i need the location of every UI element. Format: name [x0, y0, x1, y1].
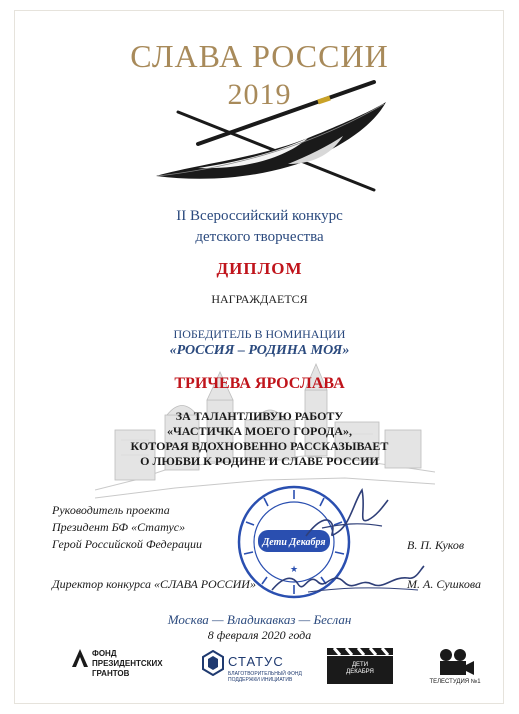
contest-title-line2: детского творчества	[195, 229, 324, 245]
deti-logo-text: ДЕТИ ДЕКАБРЯ	[346, 662, 374, 675]
stamp-center-text: Дети Декабря	[262, 537, 326, 548]
description-line2: «ЧАСТИЧКА МОЕГО ГОРОДА»,	[167, 424, 352, 438]
svg-text:★: ★	[289, 564, 299, 574]
status-logo-text: СТАТУС	[228, 654, 284, 669]
leader-name: В. П. Куков	[407, 538, 465, 552]
place-line: Москва — Владикавказ — Беслан	[167, 612, 352, 627]
description-line3: КОТОРАЯ ВДОХНОВЕННО РАССКАЗЫВАЕТ	[130, 439, 389, 453]
contest-title-line1: II Всероссийский конкурс	[176, 208, 343, 224]
date-line: 8 февраля 2020 года	[207, 628, 312, 642]
nomination-name: «РОССИЯ – РОДИНА МОЯ»	[169, 343, 350, 358]
deti-dekabrya-logo	[326, 646, 394, 686]
signature-2	[268, 560, 428, 600]
signature-1	[302, 480, 392, 550]
status-logo-subtext: БЛАГОТВОРИТЕЛЬНЫЙ ФОНД ПОДДЕРЖКИ ИНИЦИАТИВ	[228, 671, 302, 683]
awarded-label: НАГРАЖДАЕТСЯ	[211, 292, 308, 306]
leader-line2: Президент БФ «Статус»	[52, 520, 186, 534]
leader-line3: Герой Российской Федерации	[52, 537, 203, 551]
description-line4: О ЛЮБВИ К РОДИНЕ И СЛАВЕ РОССИИ	[140, 454, 379, 468]
telestudio-logo-text: ТЕЛЕСТУДИЯ №1	[429, 679, 481, 685]
header-title: СЛАВА РОССИИ	[130, 38, 389, 74]
diploma-heading: ДИПЛОМ	[216, 259, 303, 278]
fpg-emblem-icon	[70, 647, 90, 669]
fpg-logo-text: ФОНД ПРЕЗИДЕНТСКИХ ГРАНТОВ	[92, 649, 163, 678]
quill-and-brush-illustration	[138, 72, 398, 202]
leader-line1: Руководитель проекта	[52, 503, 170, 517]
director-title: Директор конкурса «СЛАВА РОССИИ»	[52, 577, 256, 591]
header-year: 2019	[227, 78, 292, 111]
director-name: М. А. Сушкова	[407, 577, 481, 591]
description-line1: ЗА ТАЛАНТЛИВУЮ РАБОТУ	[175, 409, 344, 423]
fpg-logo	[70, 647, 190, 687]
status-logo	[202, 650, 302, 690]
nomination-label: ПОБЕДИТЕЛЬ В НОМИНАЦИИ	[173, 327, 346, 341]
winner-name: ТРИЧЕВА ЯРОСЛАВА	[174, 375, 345, 392]
telestudio-logo	[420, 647, 490, 691]
status-emblem-icon	[202, 650, 224, 676]
feather-icon	[156, 102, 386, 179]
film-camera-icon	[420, 647, 490, 679]
